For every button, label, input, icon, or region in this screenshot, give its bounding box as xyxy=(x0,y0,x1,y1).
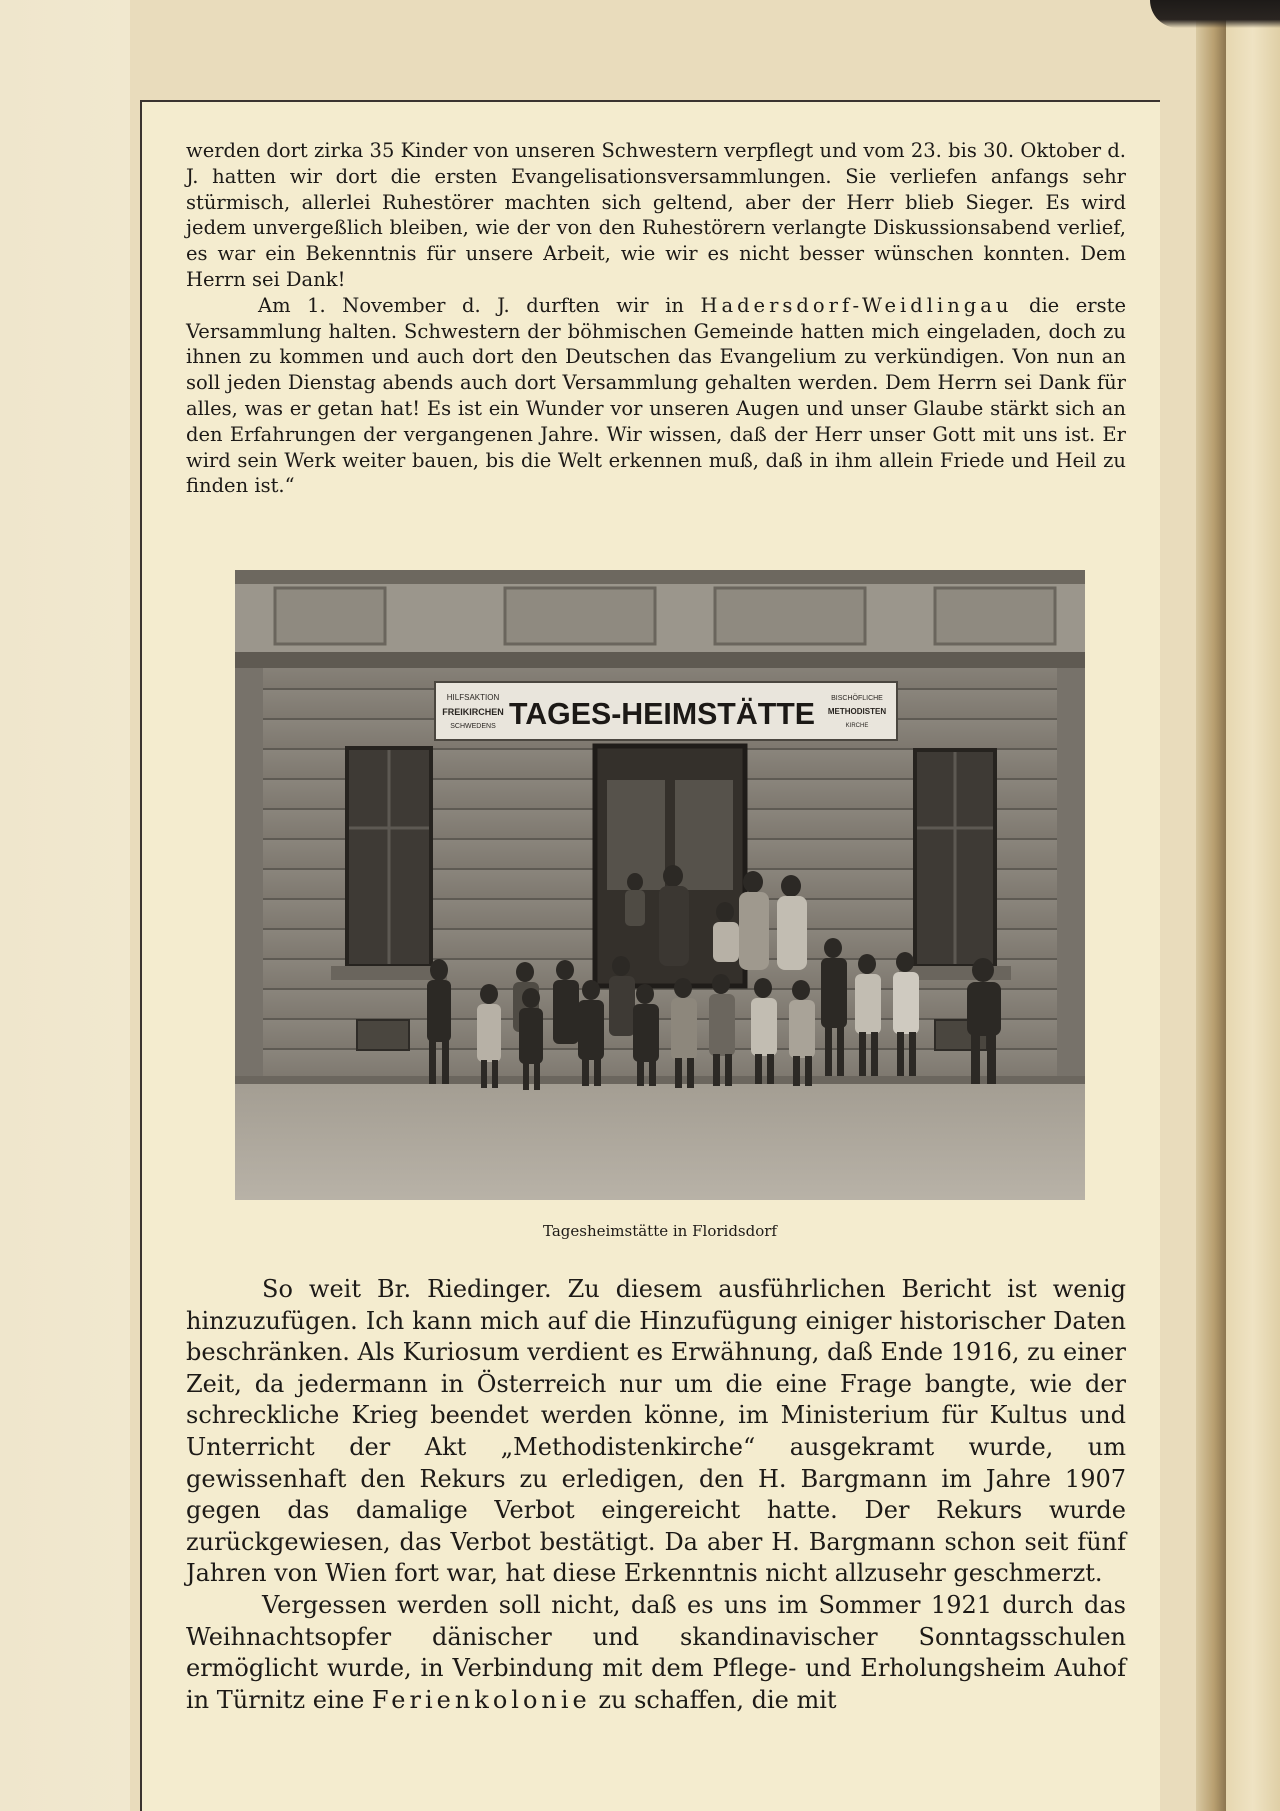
document-page xyxy=(140,100,1160,1811)
photo-tagesheimstaette xyxy=(235,570,1085,1200)
sign-main-text: TAGES-HEIMSTÄTTE xyxy=(509,696,815,731)
paragraph-2-before: Am 1. November d. J. durften wir in xyxy=(258,293,701,317)
place-name-hadersdorf: Hadersdorf-Weidlingau xyxy=(700,293,1013,317)
sign-left-line-2: FREIKIRCHEN xyxy=(442,707,504,717)
book-spine-shadow xyxy=(1196,0,1226,1811)
paragraph-4-before: Vergessen werden soll nicht, daß es uns im Sommer 1921 durch das Weihnachtsopfer dänischer und skandinavischer Sonntagsschulen ermöglicht wurde, in Verbindung mit dem Pflege- und Erholungsheim Auhof in Türnitz eine xyxy=(186,1590,1126,1714)
sign-right-line-1: BISCHÖFLICHE xyxy=(831,695,883,702)
scan-background xyxy=(0,0,130,1811)
top-text-block xyxy=(186,138,1126,499)
sign-left-line-1: HILFSAKTION xyxy=(446,693,500,702)
paragraph-3: So weit Br. Riedinger. Zu diesem ausführlichen Bericht ist wenig hinzuzufügen. Ich kann mich auf die Hinzufügung einiger historischer Daten beschränken. Als Kuriosum verdient es Erwähnung, daß Ende 1916, zu einer Zeit, da jedermann in Österreich nur um die eine Frage bangte, wie der schreckliche Krieg beendet werden könne, im Ministerium für Kultus und Unterricht der Akt „Methodistenkirche“ ausgekramt wurde, um gewissenhaft den Rekurs zu erledigen, den H. Bargmann im Jahre 1907 gegen das damalige Verbot eingereicht hatte. Der Rekurs wurde zurückgewiesen, das Verbot bestätigt. Da aber H. Bargmann schon seit fünf Jahren von Wien fort war, hat diese Erkenntnis nicht allzusehr geschmerzt. xyxy=(186,1275,1126,1588)
bottom-text-block xyxy=(186,1274,1126,1716)
sign-left-line-3: SCHWEDENS xyxy=(450,723,496,730)
sign-right-line-2: METHODISTEN xyxy=(827,707,887,716)
adjacent-page-edge xyxy=(1226,0,1280,1811)
photo-caption: Tagesheimstätte in Floridsdorf xyxy=(543,1222,777,1240)
paragraph-2 xyxy=(186,293,1126,499)
paragraph-2-after: die erste Versammlung halten. Schwestern der böhmischen Gemeinde hatten mich eingeladen, doch zu ihnen zu kommen und auch dort den Deutschen das Evangelium zu verkündigen. Von nun an soll jeden Dienstag abends auch dort Versammlung gehalten werden. Dem Herrn sei Dank für alles, was er getan hat! Es ist ein Wunder vor unseren Augen und unser Glaube stärkt sich an den Erfahrungen der vergangenen Jahre. Wir wissen, daß der Herr unser Gott mit uns ist. Er wird sein Werk weiter bauen, bis die Welt erkennen muß, daß in ihm allein Friede und Heil zu finden ist.“ xyxy=(186,293,1127,498)
sign-right-line-3: KIRCHE xyxy=(845,723,869,729)
ferienkolonie-term: Ferienkolonie xyxy=(371,1685,591,1714)
paragraph-4 xyxy=(186,1590,1126,1716)
dark-corner xyxy=(1150,0,1280,28)
paragraph-4-after: zu schaffen, die mit xyxy=(590,1685,837,1714)
paragraph-1: werden dort zirka 35 Kinder von unseren Schwestern verpflegt und vom 23. bis 30. Oktober d. J. hatten wir dort die ersten Evangelisationsversammlungen. Sie verliefen anfangs sehr stürmisch, allerlei Ruhestörer machten sich geltend, aber der Herr blieb Sieger. Es wird jedem unvergeßlich bleiben, wie der von den Ruhestörern verlangte Diskussionsabend verlief, es war ein Bekenntnis für unsere Arbeit, wie wir es nicht besser wünschen konnten. Dem Herrn sei Dank! xyxy=(186,139,1126,291)
